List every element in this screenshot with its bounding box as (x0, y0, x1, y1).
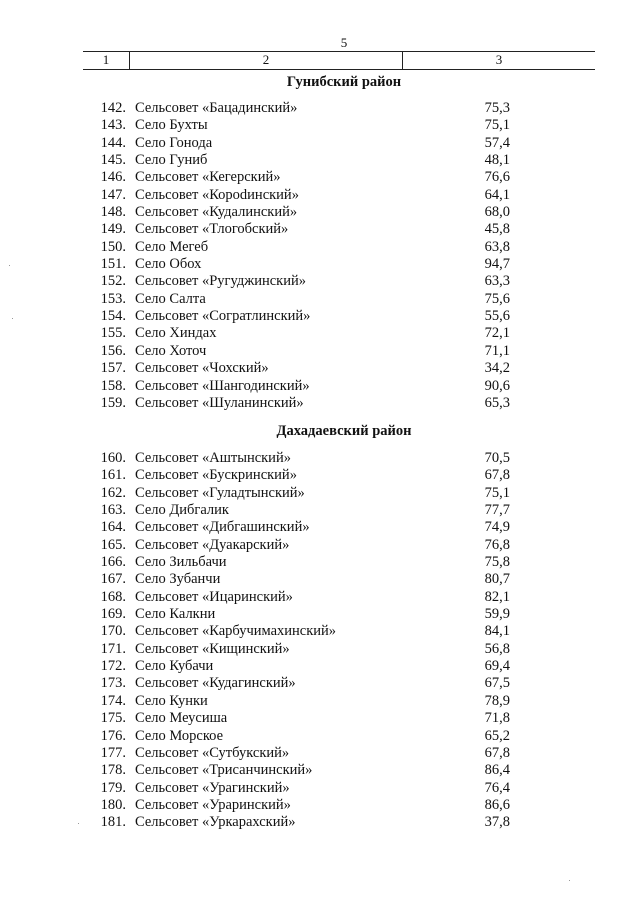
table-row (0, 658, 640, 675)
row-number: 160. (100, 450, 126, 466)
row-value: 63,8 (484, 238, 510, 255)
table-row (0, 152, 640, 169)
table-row (0, 256, 640, 273)
row-value: 71,1 (484, 342, 510, 359)
table-row (0, 797, 640, 814)
row-value: 64,1 (484, 186, 510, 203)
header-col-2: 2 (130, 52, 403, 69)
row-number: 173. (100, 675, 126, 692)
row-name: Сельсовет «Карбучимахинский» (135, 623, 337, 640)
row-number: 146. (100, 169, 126, 186)
row-name: Село Кубачи (135, 658, 214, 675)
row-name: Сельсовет «Корodинский» (135, 186, 299, 203)
row-number: 159. (100, 394, 126, 411)
row-number: 143. (100, 117, 126, 134)
row-number: 149. (100, 221, 126, 238)
row-number: 148. (100, 204, 126, 221)
row-name: Сельсовет «Шангодинский» (135, 377, 310, 394)
table-header (83, 51, 595, 70)
scan-speck (9, 265, 10, 266)
row-value: 65,2 (484, 727, 510, 744)
row-number: 145. (100, 152, 126, 169)
row-name: Сельсовет «Кудалинский» (135, 204, 298, 221)
row-value: 77,7 (484, 502, 510, 519)
table-row (0, 291, 640, 308)
row-name: Село Меусиша (135, 710, 228, 727)
row-number: 166. (100, 554, 126, 571)
row-number: 168. (100, 588, 126, 605)
section-rows-gunib (0, 100, 640, 412)
row-number: 153. (100, 290, 126, 307)
row-number: 161. (100, 467, 126, 484)
row-value: 75,3 (484, 100, 510, 116)
row-name: Сельсовет «Дибгашинский» (135, 519, 310, 536)
row-name: Сельсовет «Ицаринский» (135, 588, 293, 605)
row-name: Село Хиндах (135, 325, 217, 342)
row-number: 178. (100, 762, 126, 779)
row-name: Село Бухты (135, 117, 208, 134)
row-number: 172. (100, 658, 126, 675)
scan-speck (569, 880, 570, 881)
row-name: Село Обох (135, 256, 202, 273)
table-row (0, 571, 640, 588)
row-name: Сельсовет «Кищинский» (135, 640, 290, 657)
table-row (0, 378, 640, 395)
row-name: Село Морское (135, 727, 224, 744)
row-value: 37,8 (484, 814, 510, 831)
row-name: Сельсовет «Гуладтынский» (135, 484, 305, 501)
row-value: 76,6 (484, 169, 510, 186)
row-value: 65,3 (484, 394, 510, 411)
row-name: Село Дибгалик (135, 502, 229, 519)
row-value: 86,4 (484, 762, 510, 779)
scan-speck (12, 318, 13, 319)
row-number: 155. (100, 325, 126, 342)
row-value: 72,1 (484, 325, 510, 342)
row-number: 147. (100, 186, 126, 203)
row-number: 170. (100, 623, 126, 640)
row-number: 175. (100, 710, 126, 727)
row-value: 82,1 (484, 588, 510, 605)
table-row (0, 485, 640, 502)
table-row (0, 693, 640, 710)
row-name: Сельсовет «Аштынский» (135, 450, 291, 466)
table-row (0, 450, 640, 467)
row-number: 165. (100, 536, 126, 553)
section-title-gunib: Гунибский район (286, 74, 402, 90)
row-name: Сельсовет «Урагинский» (135, 779, 290, 796)
table-row (0, 117, 640, 134)
row-name: Сельсовет «Кудагинский» (135, 675, 296, 692)
row-name: Сельсовет «Кегерский» (135, 169, 281, 186)
row-number: 156. (100, 342, 126, 359)
table-row (0, 519, 640, 536)
row-number: 158. (100, 377, 126, 394)
table-row (0, 204, 640, 221)
row-value: 67,8 (484, 744, 510, 761)
row-value: 84,1 (484, 623, 510, 640)
table-row (0, 221, 640, 238)
row-value: 48,1 (484, 152, 510, 169)
header-col-3: 3 (495, 52, 503, 67)
row-name: Сельсовет «Ураринский» (135, 796, 291, 813)
row-number: 174. (100, 692, 126, 709)
row-value: 67,5 (484, 675, 510, 692)
row-number: 169. (100, 606, 126, 623)
row-value: 80,7 (484, 571, 510, 588)
row-number: 150. (100, 238, 126, 255)
row-name: Село Кунки (135, 692, 208, 709)
table-row (0, 675, 640, 692)
row-name: Сельсовет «Ругуджинский» (135, 273, 306, 290)
row-name: Село Салта (135, 290, 206, 307)
row-number: 180. (100, 796, 126, 813)
row-value: 57,4 (484, 134, 510, 151)
row-number: 154. (100, 308, 126, 325)
row-number: 171. (100, 640, 126, 657)
row-value: 76,4 (484, 779, 510, 796)
row-number: 179. (100, 779, 126, 796)
row-value: 86,6 (484, 796, 510, 813)
row-name: Село Зильбачи (135, 554, 227, 571)
section-title-dakhadaev: Дахадаевский район (276, 423, 412, 439)
row-name: Сельсовет «Чохский» (135, 360, 269, 377)
table-row (0, 187, 640, 204)
row-name: Село Зубанчи (135, 571, 221, 588)
row-number: 157. (100, 360, 126, 377)
row-value: 45,8 (484, 221, 510, 238)
table-row (0, 273, 640, 290)
row-name: Село Гуниб (135, 152, 208, 169)
row-value: 71,8 (484, 710, 510, 727)
table-row (0, 745, 640, 762)
row-value: 78,9 (484, 692, 510, 709)
row-name: Сельсовет «Бускринский» (135, 467, 297, 484)
row-number: 151. (100, 256, 126, 273)
row-value: 63,3 (484, 273, 510, 290)
row-number: 181. (100, 814, 126, 831)
row-number: 152. (100, 273, 126, 290)
row-name: Сельсовет «Шуланинский» (135, 394, 304, 411)
page-number: 5 (340, 35, 348, 50)
row-number: 162. (100, 484, 126, 501)
row-value: 34,2 (484, 360, 510, 377)
table-row (0, 343, 640, 360)
scan-speck (78, 823, 79, 824)
row-value: 94,7 (484, 256, 510, 273)
table-row (0, 641, 640, 658)
table-row (0, 135, 640, 152)
row-value: 90,6 (484, 377, 510, 394)
table-row (0, 360, 640, 377)
table-row (0, 710, 640, 727)
row-name: Село Гонода (135, 134, 213, 151)
row-value: 70,5 (484, 450, 510, 466)
row-name: Сельсовет «Бацадинский» (135, 100, 298, 116)
row-value: 74,9 (484, 519, 510, 536)
row-name: Сельсовет «Сутбукский» (135, 744, 290, 761)
header-col-1: 1 (83, 52, 130, 69)
table-row (0, 728, 640, 745)
row-name: Сельсовет «Дуакарский» (135, 536, 290, 553)
row-number: 164. (100, 519, 126, 536)
row-name: Сельсовет «Согратлинский» (135, 308, 311, 325)
table-row (0, 169, 640, 186)
table-row (0, 623, 640, 640)
table-row (0, 502, 640, 519)
row-number: 163. (100, 502, 126, 519)
row-value: 56,8 (484, 640, 510, 657)
row-number: 177. (100, 744, 126, 761)
row-value: 59,9 (484, 606, 510, 623)
table-row (0, 762, 640, 779)
row-value: 75,6 (484, 290, 510, 307)
table-row (0, 467, 640, 484)
row-value: 75,1 (484, 117, 510, 134)
table-row (0, 814, 640, 831)
row-name: Сельсовет «Тлогобский» (135, 221, 289, 238)
table-row (0, 239, 640, 256)
row-name: Сельсовет «Уркарахский» (135, 814, 296, 831)
row-number: 176. (100, 727, 126, 744)
row-name: Село Мегеб (135, 238, 209, 255)
table-row (0, 395, 640, 412)
row-value: 76,8 (484, 536, 510, 553)
row-number: 144. (100, 134, 126, 151)
row-value: 69,4 (484, 658, 510, 675)
table-row (0, 537, 640, 554)
row-value: 55,6 (484, 308, 510, 325)
row-value: 75,1 (484, 484, 510, 501)
table-row (0, 606, 640, 623)
table-row (0, 100, 640, 117)
table-row (0, 780, 640, 797)
row-number: 142. (100, 100, 126, 116)
table-row (0, 325, 640, 342)
table-row (0, 554, 640, 571)
section-rows-dakhadaev (0, 450, 640, 832)
row-value: 68,0 (484, 204, 510, 221)
row-value: 75,8 (484, 554, 510, 571)
table-row (0, 589, 640, 606)
row-name: Село Хоточ (135, 342, 207, 359)
row-name: Село Калкни (135, 606, 216, 623)
row-name: Сельсовет «Трисанчинский» (135, 762, 313, 779)
table-row (0, 308, 640, 325)
row-value: 67,8 (484, 467, 510, 484)
row-number: 167. (100, 571, 126, 588)
